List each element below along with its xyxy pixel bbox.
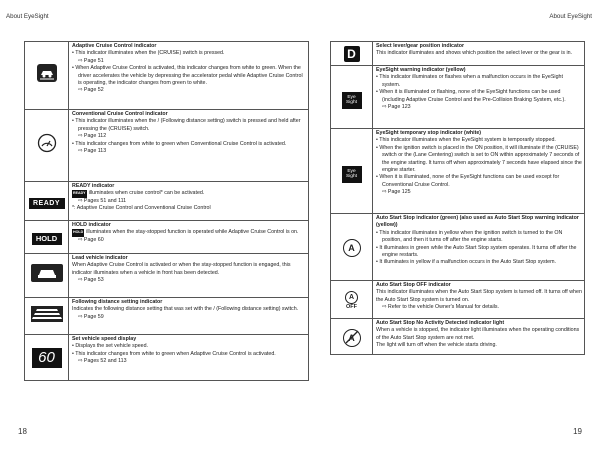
icon-cell [331,281,373,319]
table-row [331,281,585,319]
indicator-title: Conventional Cruise Control indicator [72,111,168,117]
icon-cell [331,214,373,281]
running-header-right: About EyeSight [549,13,592,20]
page-reference: ⇨ Page 60 [78,236,104,243]
auto-start-stop-off-icon [345,286,358,310]
page-number-left: 18 [18,427,27,436]
indicator-table-left [24,41,309,381]
page-reference: ⇨ Page 123 [382,104,411,111]
indicator-title: EyeSight warning indicator (yellow) [376,67,466,73]
body-text: This indicator illuminates and shows which position the select lever or the gear is in. [376,50,573,57]
body-text: The light will turn off when the vehicle starts driving. [376,342,497,349]
bullet-text: • This indicator illuminates or flashes when a malfunction occurs in the EyeSight system. [376,74,563,88]
text-cell [373,42,585,66]
indicator-title: Auto Start Stop No Activity Detected indicator light [376,320,505,326]
body-text-content: illuminates when the stay-stopped function is operated while Adaptive Cruise Control is on. [86,229,299,236]
bullet-text: • When it is illuminated or flashing, none of the EyeSight functions can be used (including Adaptive Cruise Control and the Pre-Collision Braking System, etc.). [376,89,566,103]
bullet-text: • This indicator changes from white to green when Conventional Cruise Control is activated. [72,140,287,147]
page-reference: ⇨ Page 51 [78,57,104,64]
page-reference: ⇨ Page 112 [78,133,107,140]
table-row [25,335,309,381]
bullet-text: • This indicator illuminates when the (CRUISE) switch is pressed. [72,50,225,57]
body-text-content: illuminates when cruise control* can be activated. [88,190,205,197]
indicator-title: Lead vehicle indicator [72,255,128,261]
ready-icon: READY [29,198,65,209]
no-activity-circle: A [343,329,361,347]
indicator-title: EyeSight temporary stop indicator (white) [376,130,482,136]
table-row [25,221,309,254]
table-row [25,182,309,221]
page-reference: ⇨ Page 125 [382,189,411,196]
icon-cell [25,42,69,110]
body-text [72,190,306,197]
gear-position-icon: D [344,46,360,62]
table-row [331,129,585,214]
table-row [331,66,585,129]
eyesight-warning-icon: Eye Sight [342,92,362,109]
table-row [331,42,585,66]
table-row [331,214,585,281]
off-label: OFF [346,304,357,310]
table-row [25,254,309,298]
text-cell [69,42,309,110]
adaptive-cruise-icon [37,64,57,87]
text-cell [373,129,585,214]
table-row [25,42,309,110]
bullet-text: • This indicator changes from white to green when Adaptive Cruise Control is activated. [72,350,276,357]
auto-start-stop-icon: A [343,239,361,257]
text-cell [69,221,309,254]
following-distance-icon [31,306,63,327]
body-text: Indicates the following distance setting that was set with the / (Following distance setting) switch. [72,306,299,313]
bullet-text: • This indicator illuminates when the / (Following distance setting) switch is pressed and held after pressing the (CRUISE) switch. [72,118,301,132]
bullet-text: • This indicator illuminates when the EyeSight system is temporarily stopped. [376,137,556,144]
conventional-cruise-icon [37,133,57,158]
indicator-title: Auto Start Stop indicator (green) (also used as Auto Start Stop warning indicator (yellow)) [376,215,579,229]
text-cell [373,319,585,355]
bullet-text: • It illuminates in yellow if a malfunction occurs in the Auto Start Stop system. [376,259,556,266]
bullet-text: • When Adaptive Cruise Control is activated, this indicator changes from white to green. When the driver accelerates the vehicle by depressing the accelerator pedal while Adaptive Cruise Control is operating, the indicator changes from green to white. [72,65,303,87]
table-row [25,298,309,335]
text-cell [69,254,309,298]
icon-cell [331,129,373,214]
page-reference: ⇨ Refer to the vehicle Owner's Manual for details. [382,304,500,311]
icon-cell [25,254,69,298]
text-cell [69,298,309,335]
ready-inline-icon: READY [72,190,87,197]
text-cell [373,281,585,319]
indicator-title: Set vehicle speed display [72,336,137,342]
text-cell [373,66,585,129]
icon-cell [25,298,69,335]
indicator-title: Auto Start Stop OFF indicator [376,282,451,288]
page-reference: ⇨ Page 113 [78,148,107,155]
auto-start-stop-off-circle: A [345,291,358,304]
text-cell [69,110,309,182]
bullet-text: • When the ignition switch is placed in the ON position, it will illuminate if the (CRUISE) switch or the (Lane Centering) switch is set to ON within approximately 7 seconds of the engine starting. It turns off when approximately 7 seconds have elapsed since the engine starter. [376,144,582,174]
page-reference: ⇨ Pages 51 and 111 [78,197,127,204]
body-text [72,229,306,236]
table-row [331,319,585,355]
bullet-text: • It illuminates in green while the Auto Start Stop system operates. It turns off after the engine restarts. [376,244,577,259]
indicator-title: READY indicator [72,183,115,189]
text-cell [69,335,309,381]
icon-cell [25,221,69,254]
icon-cell [331,42,373,66]
icon-cell [25,182,69,221]
indicator-title: Select lever/gear position indicator [376,43,465,49]
footnote: *: Adaptive Cruise Control and Conventional Cruise Control [72,205,211,212]
indicator-title: Following distance setting indicator [72,299,163,305]
page-number-right: 19 [573,427,582,436]
page-reference: ⇨ Page 52 [78,87,104,94]
body-text: When Adaptive Cruise Control is activated or when the stay-stopped function is engaged, this indicator illuminates when a vehicle in front has been detected. [72,262,291,276]
body-text: This indicator illuminates when the Auto Start Stop system is turned off. It turns off when the Auto Start Stop system is turned on. [376,289,582,303]
text-cell [373,214,585,281]
icon-cell [25,110,69,182]
text-cell [69,182,309,221]
icon-cell [25,335,69,381]
indicator-table-right [330,41,585,355]
hold-icon: HOLD [32,233,62,245]
indicator-title: Adaptive Cruise Control indicator [72,43,157,49]
eyesight-temporary-stop-icon: Eye Sight [342,166,362,183]
body-text: When a vehicle is stopped, the indicator light illuminates when the operating conditions of the Auto Start Stop system are not met. [376,327,580,341]
icon-cell [331,319,373,355]
set-speed-icon: 60 [32,348,62,368]
page-reference: ⇨ Pages 52 and 113 [78,358,127,365]
lead-vehicle-icon [31,264,63,287]
bullet-text: • Displays the set vehicle speed. [72,343,149,350]
indicator-title: HOLD indicator [72,222,111,228]
auto-start-stop-no-activity-icon [343,328,361,346]
icon-cell [331,66,373,129]
page-reference: ⇨ Page 59 [78,313,104,320]
table-row [25,110,309,182]
bullet-text: • When it is illuminated, none of the EyeSight functions can be used except for Conventional Cruise Control. [376,174,560,188]
running-header-left: About EyeSight [6,13,49,20]
bullet-text: • This indicator illuminates in yellow when the ignition switch is turned to the ON position, and then it turns off after the engine starts. [376,229,563,244]
hold-inline-icon: HOLD [72,229,84,236]
page-reference: ⇨ Page 53 [78,277,104,284]
